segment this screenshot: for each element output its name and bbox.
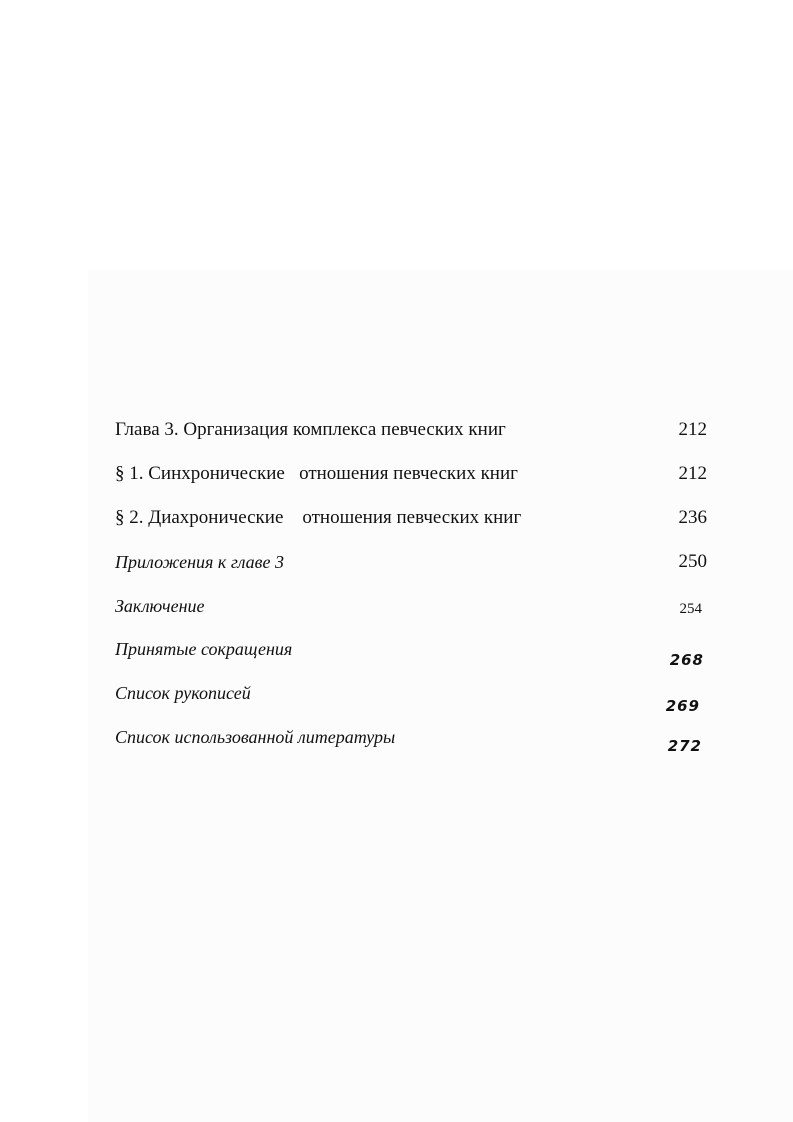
toc-entry-title: Список использованной литературы <box>115 727 396 747</box>
toc-entry-page: 254 <box>679 601 702 617</box>
toc-entry-appendix <box>115 550 710 580</box>
toc-entry-title: § 2. Диахронические отношения певческих книг <box>115 507 522 528</box>
toc-entry-section-2 <box>115 506 710 536</box>
toc-entry-title: Приложения к главе 3 <box>115 552 284 572</box>
toc-entry-page: 212 <box>678 419 707 440</box>
toc-entry-manuscripts <box>115 681 710 715</box>
toc-entry-page-handwritten: 268 <box>669 651 704 669</box>
toc-entry-section-1 <box>115 462 710 492</box>
toc-entry-title: § 1. Синхронические отношения певческих книг <box>115 463 518 484</box>
toc-entry-title: Список рукописей <box>115 683 251 703</box>
toc-entry-abbreviations <box>115 637 710 667</box>
toc-entry-page: 212 <box>678 463 707 484</box>
toc-entry-page-handwritten: 269 <box>665 697 700 715</box>
toc-entry-title: Заключение <box>115 596 205 616</box>
toc-entry-conclusion <box>115 594 710 624</box>
toc-entry-chapter-3 <box>115 418 710 448</box>
toc-entry-bibliography <box>115 725 710 755</box>
toc-entry-title: Принятые сокращения <box>115 639 293 659</box>
toc-entry-page: 236 <box>678 507 707 528</box>
toc-entry-page-handwritten: 272 <box>667 737 702 755</box>
toc-entry-page: 250 <box>678 551 707 572</box>
toc-entry-title: Глава 3. Организация комплекса певческих книг <box>115 419 506 440</box>
